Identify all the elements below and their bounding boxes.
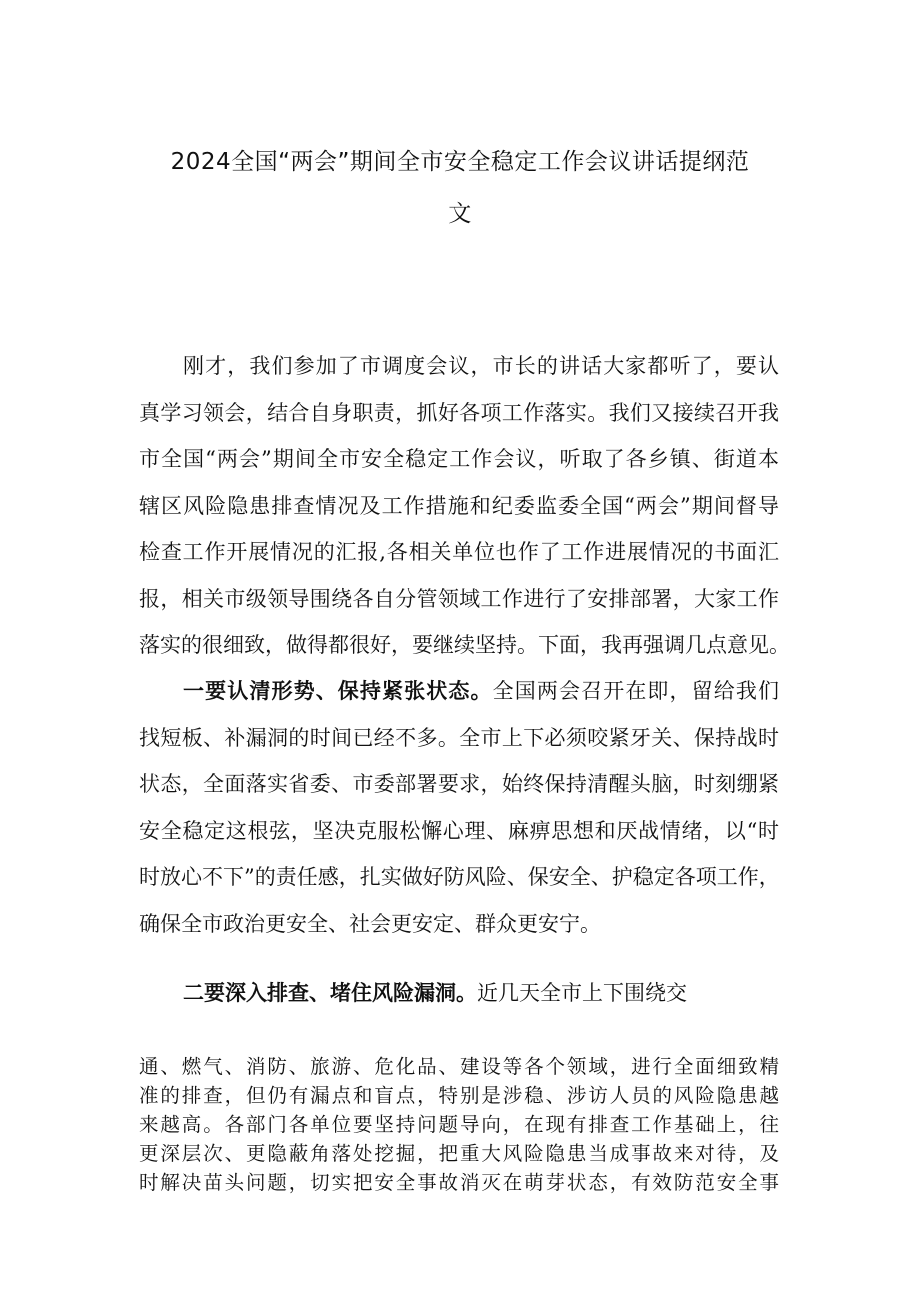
paragraph-line: 确保全市政治更安全、社会更安定、群众更安宁。 bbox=[139, 911, 601, 936]
paragraph-line: 状态，全面落实省委、市委部署要求，始终保持清醒头脑，时刻绷紧 bbox=[139, 772, 779, 796]
paragraph-3 bbox=[139, 970, 779, 1017]
paragraph-line: 通、燃气、消防、旅游、危化品、建设等各个领域，进行全面细致精 bbox=[139, 1055, 779, 1078]
paragraph-line: 辖区风险隐患排查情况及工作措施和纪委监委全国“两会”期间督导 bbox=[139, 493, 779, 518]
paragraph-text: 近几天全市上下围绕交 bbox=[477, 981, 687, 1005]
paragraph-2 bbox=[139, 668, 779, 947]
paragraph-line: 安全稳定这根弦，坚决克服松懈心理、麻痹思想和厌战情绪，以“时 bbox=[139, 818, 779, 843]
paragraph-4 bbox=[139, 1052, 779, 1197]
document-title-line-1: 2024全国“两会”期间全市安全稳定工作会议讲话提纲范 bbox=[170, 149, 750, 175]
paragraph-line: 市全国“两会”期间全市安全稳定工作会议，听取了各乡镇、街道本 bbox=[139, 447, 779, 471]
paragraph-line: 刚才，我们参加了市调度会议，市长的讲话大家都听了，要认 bbox=[183, 354, 779, 378]
document-title-line-2: 文 bbox=[448, 201, 472, 227]
paragraph-line: 找短板、补漏洞的时间已经不多。全市上下必须咬紧牙关、保持战时 bbox=[139, 725, 779, 750]
section-heading-1: 一要认清形势、保持紧张状态。 bbox=[183, 679, 493, 703]
paragraph-line: 时解决苗头问题，切实把安全事故消灭在萌芽状态，有效防范安全事 bbox=[139, 1171, 779, 1194]
paragraph-1 bbox=[139, 343, 790, 669]
paragraph-line: 时放心不下”的责任感，扎实做好防风险、保安全、护稳定各项工作， bbox=[139, 865, 780, 889]
paragraph-line: 报，相关市级领导围绕各自分管领域工作进行了安排部署，大家工作 bbox=[139, 586, 779, 611]
paragraph-line: 来越高。各部门各单位要坚持问题导向，在现有排查工作基础上，往 bbox=[139, 1113, 779, 1136]
paragraph-line: 准的排查，但仍有漏点和盲点，特别是涉稳、涉访人员的风险隐患越 bbox=[139, 1084, 779, 1107]
paragraph-line: 落实的很细致，做得都很好，要继续坚持。下面，我再强调几点意见。 bbox=[139, 633, 790, 657]
paragraph-line: 真学习领会，结合自身职责，抓好各项工作落实。我们又接续召开我 bbox=[139, 400, 779, 425]
paragraph-line: 更深层次、更隐蔽角落处挖掘，把重大风险隐患当成事故来对待，及 bbox=[139, 1142, 779, 1165]
paragraph-line: 检查工作开展情况的汇报,各相关单位也作了工作进展情况的书面汇 bbox=[139, 540, 779, 564]
paragraph-line bbox=[139, 668, 779, 715]
section-heading-2: 二要深入排查、堵住风险漏洞。 bbox=[183, 981, 477, 1005]
paragraph-text: 全国两会召开在即，留给我们 bbox=[492, 679, 780, 703]
paragraph-line bbox=[139, 970, 779, 1017]
